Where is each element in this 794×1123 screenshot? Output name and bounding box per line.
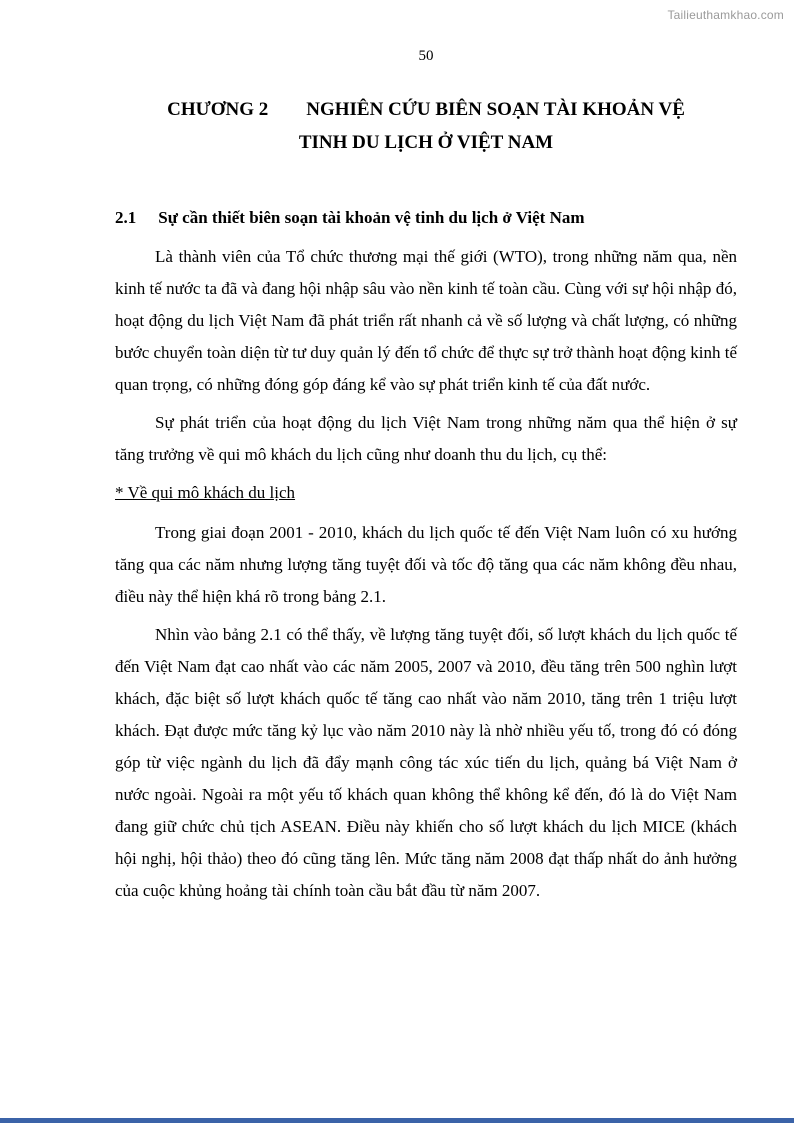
chapter-heading [115, 93, 737, 159]
section-heading [115, 207, 737, 229]
section-title: Sự cần thiết biên soạn tài khoản vệ tinh du lịch ở Việt Nam [158, 208, 585, 227]
watermark-site-label: Tailieuthamkhao.com [667, 8, 784, 22]
paragraph: Trong giai đoạn 2001 - 2010, khách du lịch quốc tế đến Việt Nam luôn có xu hướng tăng qua các năm nhưng lượng tăng tuyệt đối và tốc độ tăng qua các năm không đều nhau, điều này thể hiện khá rõ trong bảng 2.1. [115, 523, 737, 606]
subheading-text: * Về qui mô khách du lịch [115, 483, 296, 502]
chapter-title-part-1: NGHIÊN CỨU BIÊN SOẠN TÀI KHOẢN VỆ [306, 99, 685, 120]
bottom-accent-bar [0, 1118, 794, 1123]
paragraph: Là thành viên của Tổ chức thương mại thế giới (WTO), trong những năm qua, nền kinh tế nước ta đã và đang hội nhập sâu vào nền kinh tế toàn cầu. Cùng với sự hội nhập đó, hoạt động du lịch Việt Nam đã phát triển rất nhanh cả về số lượng và chất lượng, có những bước chuyển toàn diện từ tư duy quản lý đến tổ chức để thực sự trở thành hoạt động kinh tế quan trọng, có những đóng góp đáng kể vào sự phát triển kinh tế của đất nước. [115, 247, 737, 394]
section-number: 2.1 [115, 208, 137, 227]
paragraph: Sự phát triển của hoạt động du lịch Việt Nam trong những năm qua thể hiện ở sự tăng trưởng về qui mô khách du lịch cũng như doanh thu du lịch, cụ thể: [115, 413, 737, 464]
chapter-heading-line-1 [115, 93, 737, 126]
chapter-title-part-2: TINH DU LỊCH Ở VIỆT NAM [298, 132, 554, 153]
paragraph: Nhìn vào bảng 2.1 có thể thấy, về lượng tăng tuyệt đối, số lượt khách du lịch quốc tế đến Việt Nam đạt cao nhất vào các năm 2005, 2007 và 2010, đều tăng trên 500 nghìn lượt khách, đặc biệt số lượt khách quốc tế tăng cao nhất vào năm 2010, tăng trên 1 triệu lượt khách. Đạt được mức tăng kỷ lục vào năm 2010 này là nhờ nhiều yếu tố, trong đó có đóng góp từ việc ngành du lịch đã đẩy mạnh công tác xúc tiến du lịch, quảng bá Việt Nam ở nước ngoài. Ngoài ra một yếu tố khách quan không thể không kể đến, đó là do Việt Nam đang giữ chức chủ tịch ASEAN. Điều này khiến cho số lượt khách du lịch MICE (khách hội nghị, hội thảo) theo đó cũng tăng lên. Mức tăng năm 2008 đạt thấp nhất do ảnh hưởng của cuộc khủng hoảng tài chính toàn cầu bắt đầu từ năm 2007. [115, 625, 737, 900]
chapter-label: CHƯƠNG 2 [167, 99, 269, 120]
page-number: 50 [418, 48, 434, 64]
subheading [115, 477, 737, 509]
